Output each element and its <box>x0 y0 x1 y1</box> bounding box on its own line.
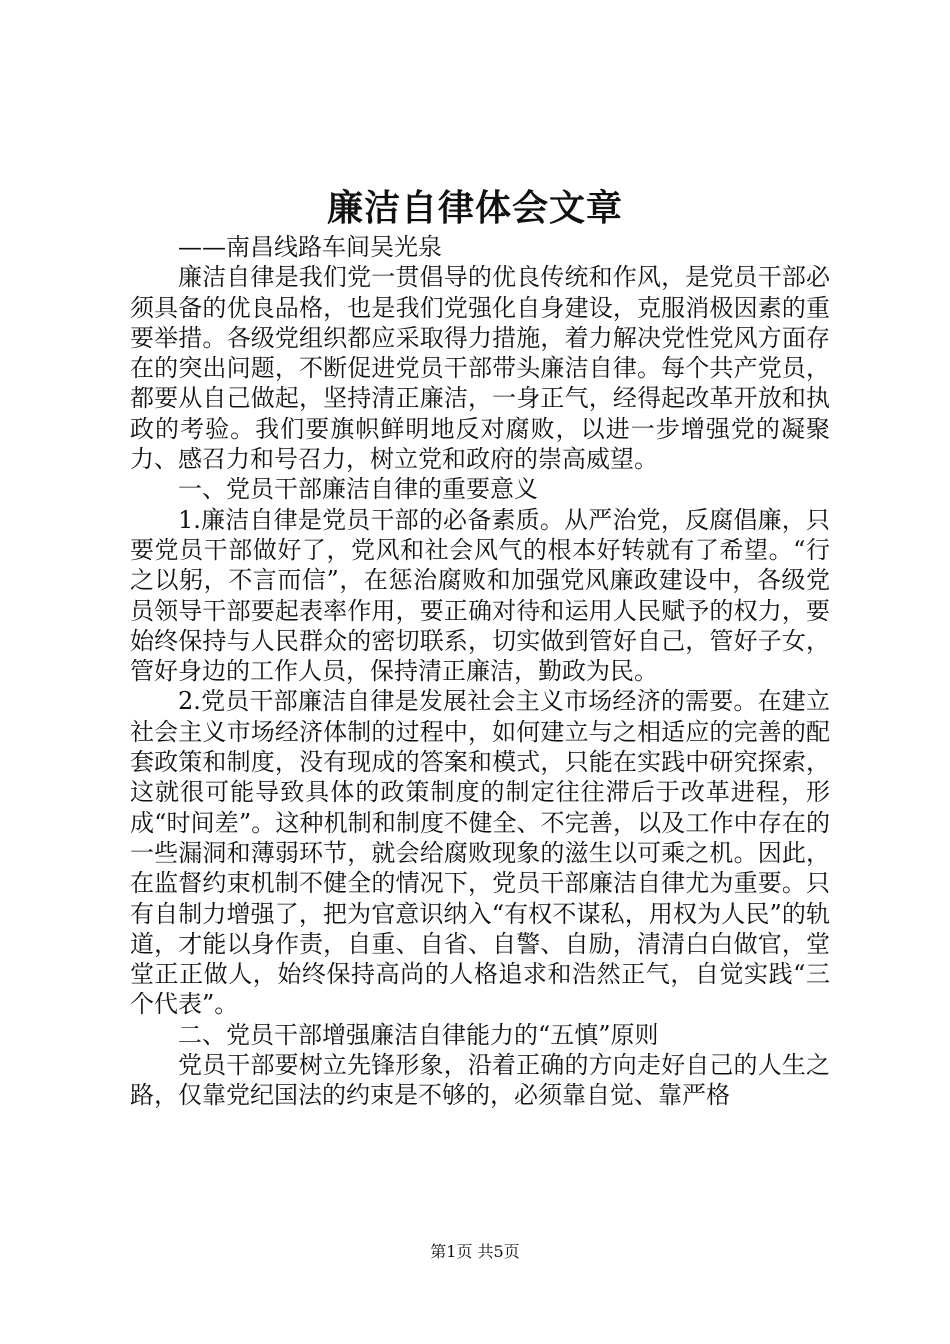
paragraph-intro: 廉洁自律是我们党一贯倡导的优良传统和作风，是党员干部必须具备的优良品格，也是我们党强化自身建设，克服消极因素的重要举措。各级党组织都应采取得力措施，着力解决党性党风方面存在的突出问题，不断促进党员干部带头廉洁自律。每个共产党员，都要从自己做起，坚持清正廉洁，一身正气，经得起改革开放和执政的考验。我们要旗帜鲜明地反对腐败，以进一步增强党的凝聚力、感召力和号召力，树立党和政府的崇高威望。 <box>130 263 830 474</box>
section-heading-1: 一、党员干部廉洁自律的重要意义 <box>178 475 538 504</box>
paragraph-section-2: 党员干部要树立先锋形象，沿着正确的方向走好自己的人生之路，仅靠党纪国法的约束是不够的，必须靠自觉、靠严格 <box>130 1051 830 1110</box>
author-line: ——南昌线路车间吴光泉 <box>178 233 442 261</box>
page-number-footer: 第1页 共5页 <box>430 1242 520 1261</box>
section-heading-2: 二、党员干部增强廉洁自律能力的“五慎”原则 <box>178 1020 659 1049</box>
paragraph-point-1: 1.廉洁自律是党员干部的必备素质。从严治党，反腐倡廉，只要党员干部做好了，党风和社会风气的根本好转就有了希望。“行之以躬，不言而信”，在惩治腐败和加强党风廉政建设中，各级党员领导干部要起表率作用，要正确对待和运用人民赋予的权力，要始终保持与人民群众的密切联系，切实做到管好自己，管好子女，管好身边的工作人员，保持清正廉洁，勤政为民。 <box>130 505 830 686</box>
paragraph-point-2: 2.党员干部廉洁自律是发展社会主义市场经济的需要。在建立社会主义市场经济体制的过程中，如何建立与之相适应的完善的配套政策和制度，没有现成的答案和模式，只能在实践中研究探索，这就很可能导致具体的政策制度的制定往往滞后于改革进程，形成“时间差”。这种机制和制度不健全、不完善，以及工作中存在的一些漏洞和薄弱环节，就会给腐败现象的滋生以可乘之机。因此，在监督约束机制不健全的情况下，党员干部廉洁自律尤为重要。只有自制力增强了，把为官意识纳入“有权不谋私，用权为人民”的轨道，才能以身作责，自重、自省、自警、自励，清清白白做官，堂堂正正做人，始终保持高尚的人格追求和浩然正气，自觉实践“三个代表”。 <box>130 687 830 1019</box>
document-title: 廉洁自律体会文章 <box>326 187 623 229</box>
document-body <box>130 232 830 1111</box>
